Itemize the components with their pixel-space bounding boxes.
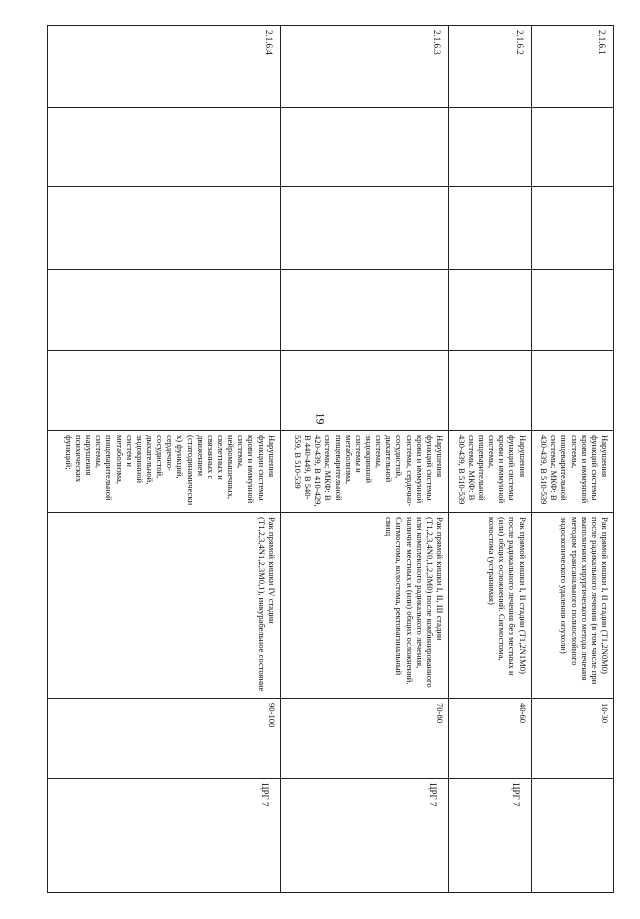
empty-cell — [449, 270, 531, 351]
empty-cell — [531, 351, 613, 431]
row-group: ЦРГ 7 — [280, 779, 448, 893]
row-disorders: Нарушения функций системы крови и иммунной системы, пищеварительной системы. МКФ: В 430-439, В 510-539 — [449, 431, 531, 513]
table-row — [48, 26, 281, 893]
row-code: 2.1.6.1 — [531, 26, 613, 108]
row-description: Рак прямой кишки I, II стадии (T1,2N0M0) после радикального лечения (в том числе при выполнении хирургического метода лечения методом трансанального полнослойного эндоскопического удаления опухоли) — [531, 513, 613, 699]
criteria-table — [47, 25, 614, 892]
empty-cell — [449, 351, 531, 431]
empty-cell — [48, 187, 281, 270]
empty-cell — [280, 187, 448, 270]
table-row — [531, 26, 613, 893]
empty-cell — [48, 108, 281, 187]
row-group: ЦРГ 7 — [449, 779, 531, 893]
empty-cell — [280, 351, 448, 431]
empty-cell — [531, 108, 613, 187]
row-disorders: Нарушения функций системы крови и иммунной системы, сердечно-сосудистой, дыхательной системы, эндокринной системы и метаболизма, пищеварительной системы; МКФ: В 420-439, В 410-429, В 440-449, В 540-559, В 510-539 — [280, 431, 448, 513]
empty-cell — [280, 270, 448, 351]
empty-cell — [531, 187, 613, 270]
row-code: 2.1.6.3 — [280, 26, 448, 108]
empty-cell — [48, 351, 281, 431]
row-percent: 10-30 — [531, 699, 613, 779]
row-code: 2.1.6.4 — [48, 26, 281, 108]
empty-cell — [280, 108, 448, 187]
empty-cell — [449, 108, 531, 187]
row-percent: 70-80 — [280, 699, 448, 779]
table-row — [280, 26, 448, 893]
row-percent: 90-100 — [48, 699, 281, 779]
row-description: Рак прямой кишки IV стадии (T1,2,3,4N1,2,3M0,1), инкурабельное состояние — [48, 513, 281, 699]
table-row — [449, 26, 531, 893]
empty-cell — [449, 187, 531, 270]
criteria-table-grid — [47, 25, 614, 893]
row-group — [531, 779, 613, 893]
empty-cell — [531, 270, 613, 351]
row-description: Рак прямой кишки I, II стадии (T1,2N1M0) после радикального лечения без местных и (или) общих осложнений. Сигмостома, колостома (устранимая) — [449, 513, 531, 699]
row-group: ЦРГ 7 — [48, 779, 281, 893]
row-disorders: Нарушения функций системы крови и иммунной системы, пищеварительной системы; МКФ: В 430-439, В 510-539 — [531, 431, 613, 513]
row-description: Рак прямой кишки I, II, III стадии (T1,2,3,4N0,1,2,3M0) после комбинированного или комплексного радикального лечения, наличие местных и (или) общих осложнений. Сигмостома, колостома, ректовагинальный свищ — [280, 513, 448, 699]
empty-cell — [48, 270, 281, 351]
page-number-text: 19 — [313, 412, 328, 424]
row-percent: 40-60 — [449, 699, 531, 779]
row-disorders: Нарушения функции системы крови и иммунной системы, нейромышечных, скелетных и связанных с движением (статодинамических) функций, сердечно-сосудистой, дыхательной, эндокринной систем и метаболизма, пищеварительной системы, нарушения психических функций; — [48, 431, 281, 513]
row-code: 2.1.6.2 — [449, 26, 531, 108]
